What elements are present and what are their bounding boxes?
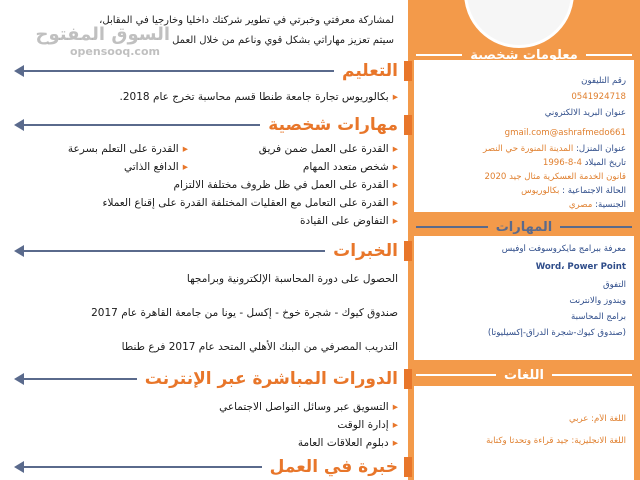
address-line bbox=[420, 144, 626, 155]
heading-rule bbox=[24, 70, 334, 72]
heading-marker bbox=[404, 369, 412, 389]
heading-rule bbox=[24, 378, 137, 380]
work-experience-heading bbox=[12, 454, 412, 480]
skills-heading bbox=[408, 216, 640, 238]
heading-rule bbox=[24, 124, 260, 126]
heading-rule bbox=[24, 466, 262, 468]
skill-item: ويندوز والانترنت bbox=[569, 296, 626, 306]
personal-skill-item: ▸ القدرة على العمل في ظل ظروف مختلفة الالتزام bbox=[173, 178, 398, 192]
watermark-ar: السوق المفتوح bbox=[35, 24, 170, 45]
experience-title: الخبرات bbox=[333, 241, 398, 261]
nationality-value: مصري bbox=[568, 200, 593, 210]
personal-skill-item: ▸ القدرة على العمل ضمن فريق bbox=[259, 142, 398, 156]
intro-line: لمشاركة معرفتي وخبرتي في تطوير شركتك داخليا وخارجيا في المقابل، bbox=[99, 15, 394, 26]
personal-info-heading bbox=[408, 44, 640, 66]
address-value: المدينة المنورة حي النصر bbox=[483, 144, 574, 154]
intro-line: سيتم تعزيز مهاراتي بشكل قوي وناعم من خلال العمل bbox=[172, 35, 394, 46]
watermark-en: opensooq.com bbox=[70, 45, 160, 58]
email-value: gmail.com@ashrafmedo661 bbox=[504, 128, 626, 138]
online-courses-heading bbox=[12, 366, 412, 392]
heading-arrow bbox=[14, 119, 24, 131]
social-status-line bbox=[420, 186, 626, 197]
online-courses-title: الدورات المباشرة عبر الإنترنت bbox=[144, 369, 398, 389]
heading-arrow bbox=[14, 373, 24, 385]
heading-marker bbox=[404, 241, 412, 261]
personal-skill-item: ▸ الدافع الذاتي bbox=[124, 160, 188, 174]
birth-value: 4-8-1996 bbox=[542, 158, 582, 168]
work-experience-title: خبرة في العمل bbox=[269, 457, 398, 477]
skill-item: Word، Power Point bbox=[535, 262, 626, 272]
personal-skill-item: ▸ شخص متعدد المهام bbox=[303, 160, 398, 174]
heading-marker bbox=[404, 457, 412, 477]
social-status-label: الحالة الاجتماعية : bbox=[562, 186, 626, 196]
personal-skill-item: ▸ القدرة على التعلم بسرعة bbox=[68, 142, 188, 156]
skill-item: معرفة ببرامج مايكروسوفت أوفيس bbox=[501, 244, 626, 254]
language-item: اللغة الأم: عربي bbox=[569, 414, 626, 424]
nationality-line bbox=[420, 200, 626, 211]
birth-label: تاريخ الميلاد bbox=[584, 158, 626, 168]
skill-item: التفوق bbox=[602, 280, 626, 290]
education-title: التعليم bbox=[342, 61, 398, 81]
language-item: اللغة الانجليزية: جيد قراءة وتحدثا وكتابة bbox=[486, 436, 626, 446]
heading-rule bbox=[24, 250, 325, 252]
education-item: ▸ بكالوريوس تجارة جامعة طنطا قسم محاسبة تخرج عام 2018. bbox=[8, 90, 398, 104]
email-label: عنوان البريد الالكتروني bbox=[544, 108, 626, 118]
heading-marker bbox=[404, 61, 412, 81]
personal-info-title: معلومات شخصية bbox=[470, 47, 578, 63]
personal-skill-item: ▸ القدرة على التعامل مع العقليات المختلفة القدرة على إقناع العملاء bbox=[103, 196, 398, 210]
experience-heading bbox=[12, 238, 412, 264]
skill-item: (صندوق كيوك-شجرة الدراق-إكسيليوتا) bbox=[487, 328, 626, 338]
address-label: عنوان المنزل: bbox=[575, 144, 626, 154]
languages-title: اللغات bbox=[504, 367, 544, 383]
experience-item: صندوق كيوك - شجرة خوخ - إكسل - يونا من جامعة القاهرة عام 2017 bbox=[91, 307, 398, 319]
heading-arrow bbox=[14, 65, 24, 77]
heading-arrow bbox=[14, 245, 24, 257]
personal-skills-heading bbox=[12, 112, 412, 138]
personal-skills-title: مهارات شخصية bbox=[268, 115, 398, 135]
social-status-value: بكالوريوس bbox=[521, 186, 560, 196]
sidebar bbox=[408, 0, 640, 480]
profile-photo-frame bbox=[464, 0, 574, 48]
experience-item: الحصول على دورة المحاسبة الإلكترونية وبرامجها bbox=[186, 273, 398, 285]
languages-panel bbox=[414, 386, 634, 480]
skill-item: برامج المحاسبة bbox=[571, 312, 626, 322]
military-service: قانون الخدمة العسكرية مثال جيد 2020 bbox=[484, 172, 626, 182]
nationality-label: الجنسية: bbox=[595, 200, 626, 210]
heading-marker bbox=[404, 115, 412, 135]
course-item: ▸ إدارة الوقت bbox=[8, 418, 398, 432]
phone-label: رقم التليفون bbox=[581, 76, 626, 86]
languages-heading bbox=[408, 364, 640, 386]
personal-skill-item: ▸ التفاوض على القيادة bbox=[300, 214, 398, 228]
birth-line bbox=[420, 158, 626, 169]
skills-title: المهارات bbox=[495, 219, 553, 235]
heading-arrow bbox=[14, 461, 24, 473]
course-item: ▸ التسويق عبر وسائل التواصل الاجتماعي bbox=[8, 400, 398, 414]
experience-item: التدريب المصرفي من البنك الأهلي المتحد عام 2017 فرع طنطا bbox=[121, 341, 398, 353]
education-heading bbox=[12, 58, 412, 84]
phone-value: 0541924718 bbox=[571, 92, 626, 102]
course-item: ▸ دبلوم العلاقات العامة bbox=[8, 436, 398, 450]
